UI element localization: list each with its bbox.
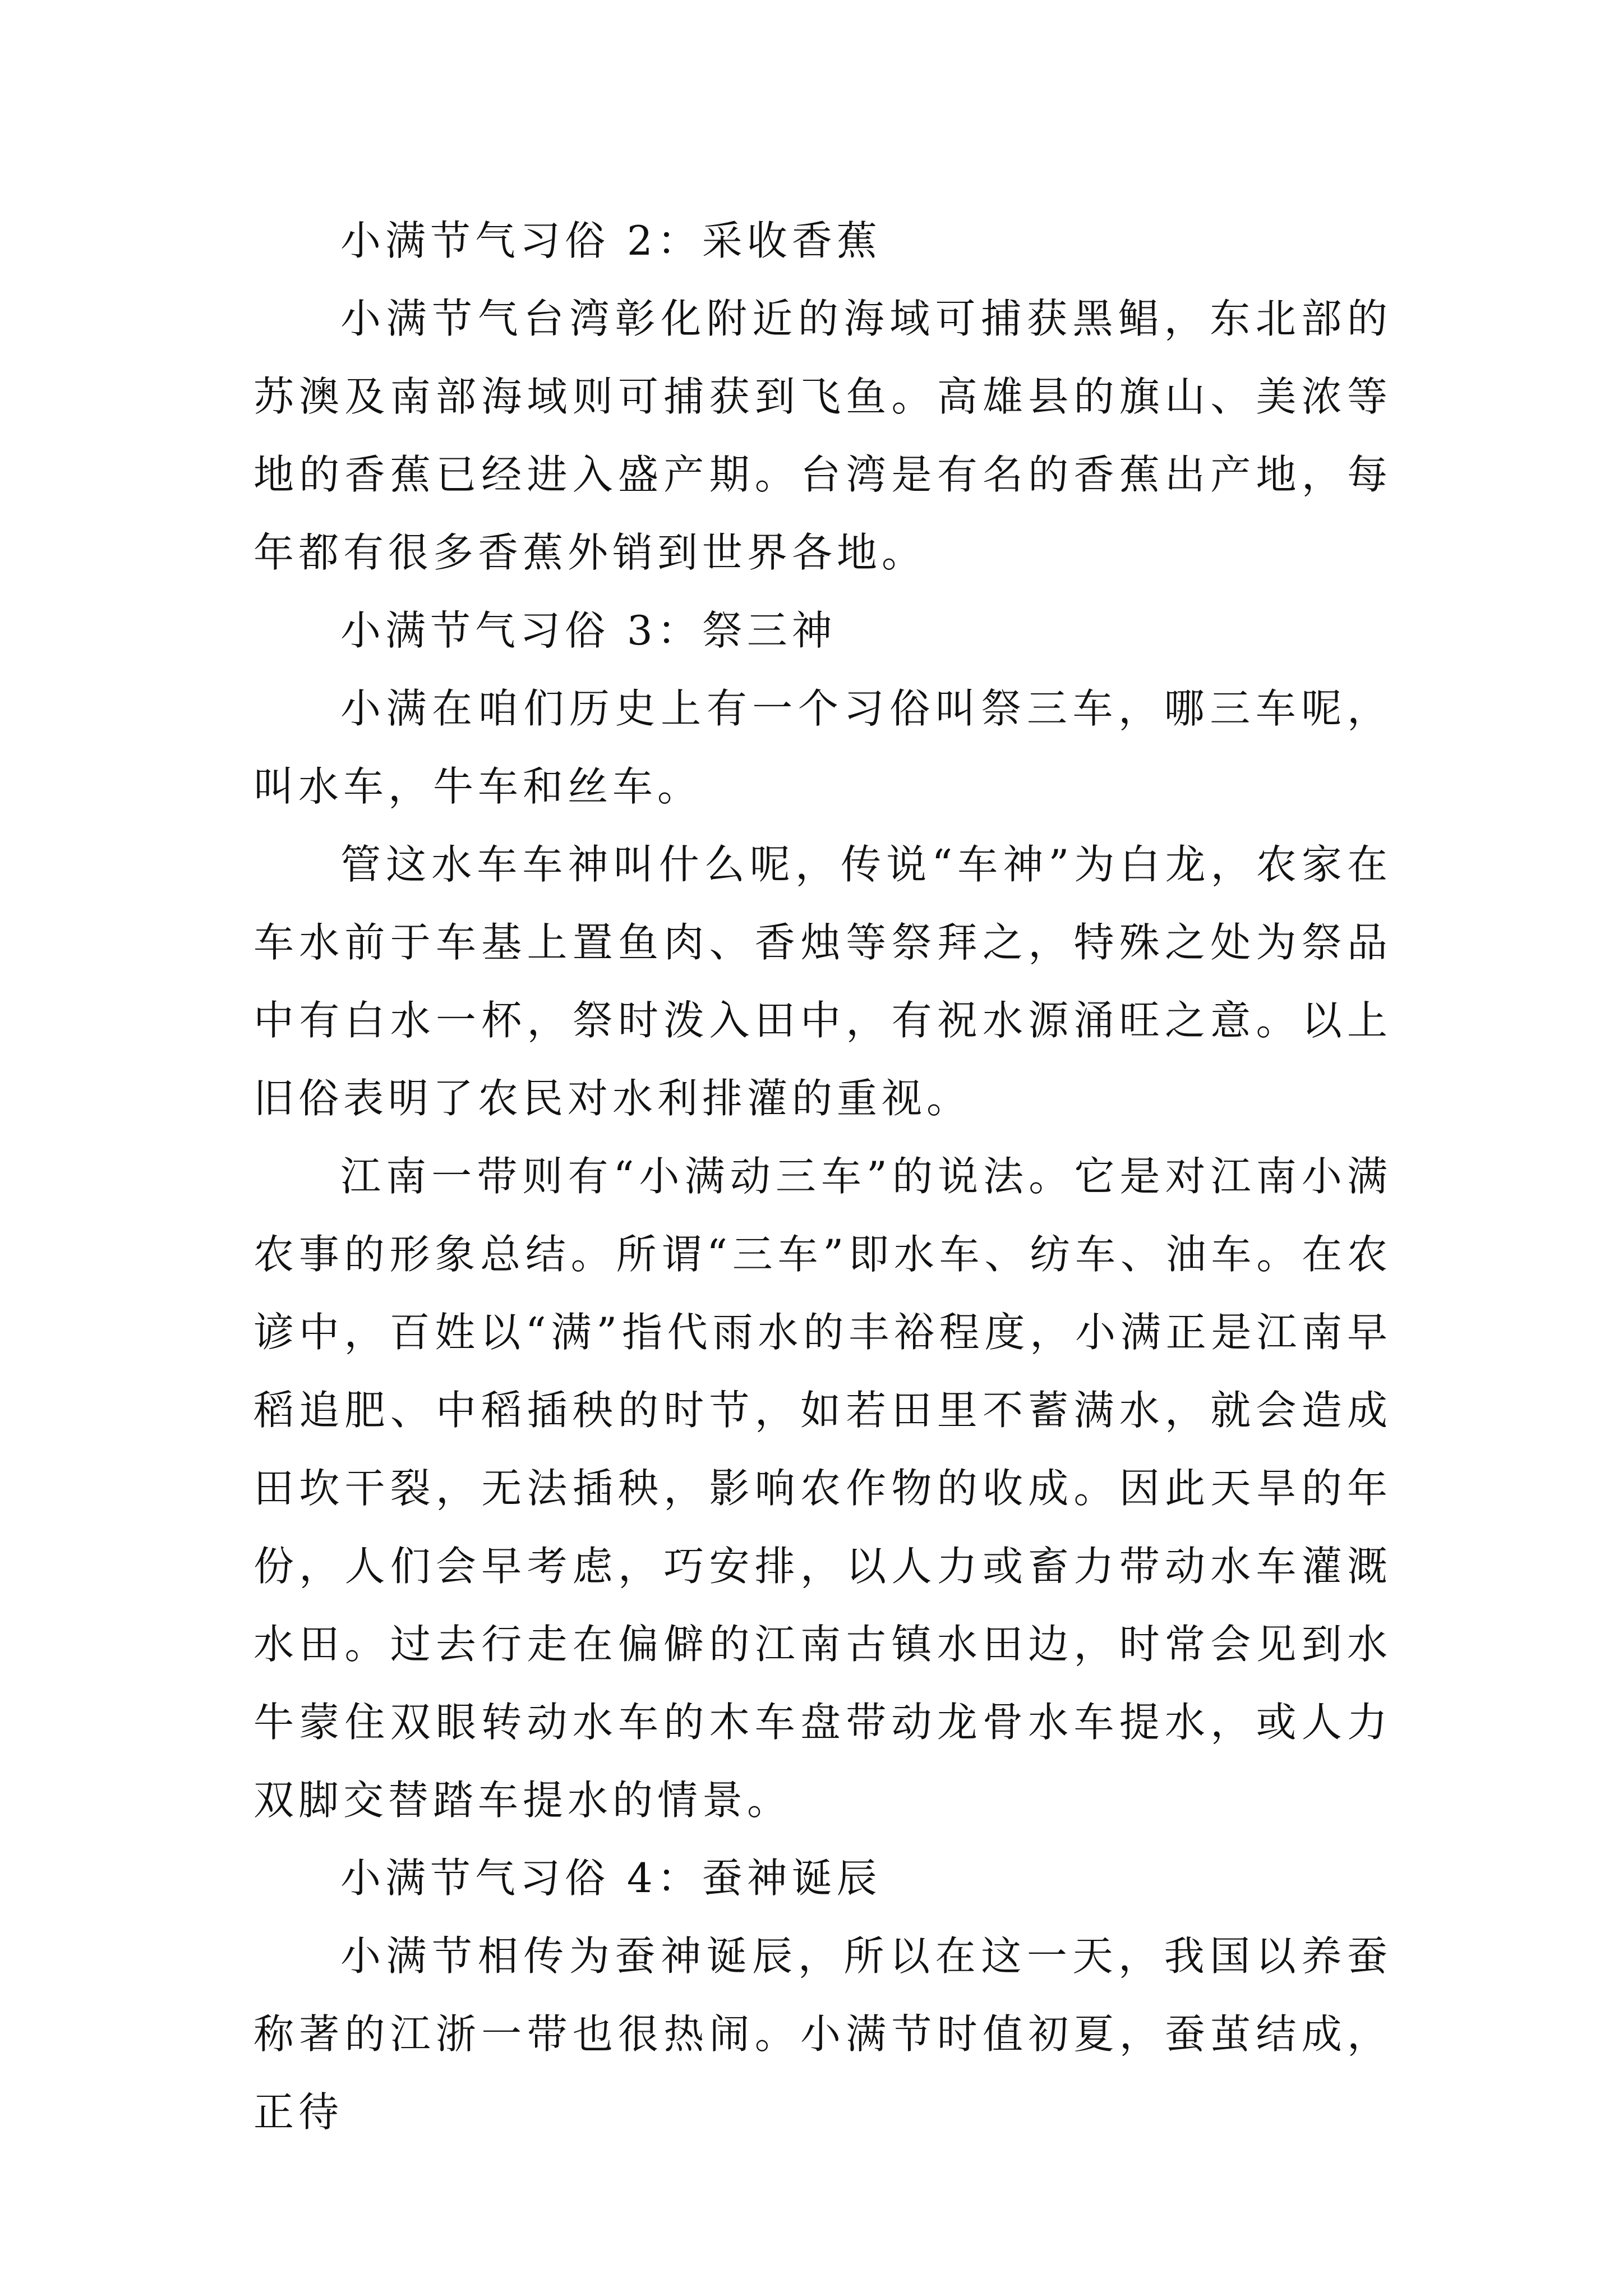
paragraph: 小满节气台湾彰化附近的海域可捕获黑鲳，东北部的苏澳及南部海域则可捕获到飞鱼。高雄县的旗山、美浓等地的香蕉已经进入盛产期。台湾是有名的香蕉出产地，每年都有很多香蕉外销到世界各地。 [253,295,1392,576]
paragraph: 小满在咱们历史上有一个习俗叫祭三车，哪三车呢，叫水车，牛车和丝车。 [253,685,1392,810]
document-body [253,202,1392,2151]
section-heading-2: 小满节气习俗 2：采收香蕉 [340,217,882,264]
paragraph: 江南一带则有“小满动三车”的说法。它是对江南小满农事的形象总结。所谓“三车”即水车、纺车、油车。在农谚中，百姓以“满”指代雨水的丰裕程度，小满正是江南早稻追肥、中稻插秧的时节，如若田里不蓄满水，就会造成田坎干裂，无法插秧，影响农作物的收成。因此天旱的年份，人们会早考虑，巧安排，以人力或畜力带动水车灌溉水田。过去行走在偏僻的江南古镇水田边，时常会见到水牛蒙住双眼转动水车的木车盘带动龙骨水车提水，或人力双脚交替踏车提水的情景。 [253,1153,1392,1824]
paragraph: 小满节相传为蚕神诞辰，所以在这一天，我国以养蚕称著的江浙一带也很热闹。小满节时值初夏，蚕茧结成，正待 [253,1932,1392,2136]
section-heading-3: 小满节气习俗 3：祭三神 [340,607,837,654]
paragraph: 管这水车车神叫什么呢，传说“车神”为白龙，农家在车水前于车基上置鱼肉、香烛等祭拜之，特殊之处为祭品中有白水一杯，祭时泼入田中，有祝水源涌旺之意。以上旧俗表明了农民对水利排灌的重视。 [253,841,1392,1122]
section-heading-4: 小满节气习俗 4：蚕神诞辰 [340,1855,882,1902]
